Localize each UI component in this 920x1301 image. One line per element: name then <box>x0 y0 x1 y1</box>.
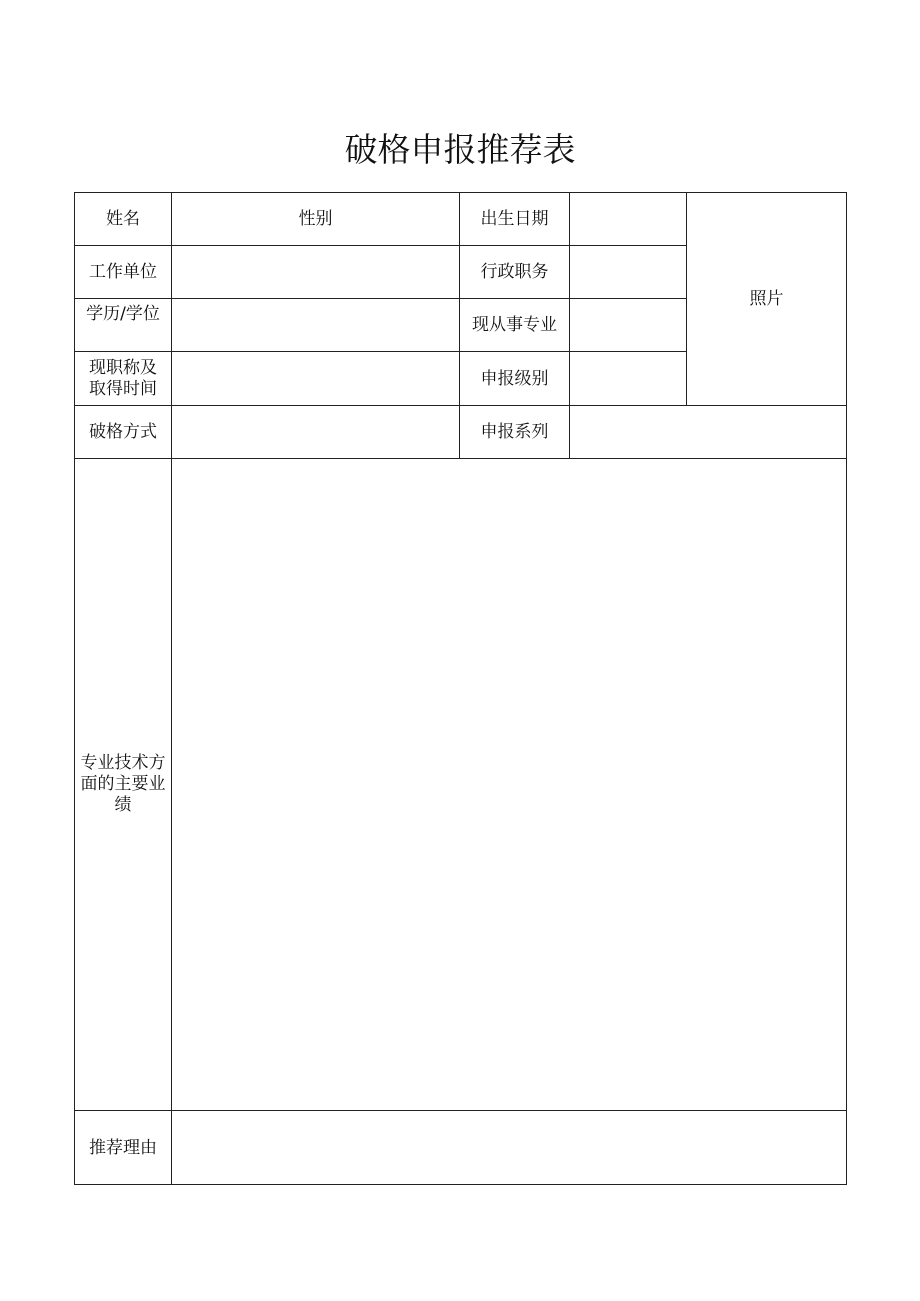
education-field[interactable] <box>172 299 460 352</box>
apply-series-label: 申报系列 <box>460 406 570 459</box>
education-label: 学历/学位 <box>75 299 172 352</box>
photo-box[interactable] <box>687 193 847 406</box>
work-unit-label: 工作单位 <box>75 246 172 299</box>
title-time-label-line1: 现职称及 <box>89 357 157 378</box>
page-title: 破格申报推荐表 <box>344 130 576 169</box>
birth-date-field[interactable] <box>570 193 687 246</box>
photo-label: 照片 <box>749 289 784 309</box>
birth-date-label: 出生日期 <box>460 193 570 246</box>
apply-series-field[interactable] <box>570 406 847 459</box>
current-specialty-label: 现从事专业 <box>460 299 570 352</box>
title-time-label-line2: 取得时间 <box>89 378 157 399</box>
apply-level-label: 申报级别 <box>460 352 570 406</box>
achievements-label-line1: 专业技术方 <box>80 753 166 773</box>
name-label: 姓名 <box>75 193 172 246</box>
current-specialty-field[interactable] <box>570 299 687 352</box>
recommendation-label: 推荐理由 <box>75 1111 172 1185</box>
work-unit-field[interactable] <box>172 246 460 299</box>
exception-method-field[interactable] <box>172 406 460 459</box>
admin-position-field[interactable] <box>570 246 687 299</box>
title-time-field[interactable] <box>172 352 460 406</box>
achievements-field[interactable] <box>172 459 847 1111</box>
exception-method-label: 破格方式 <box>75 406 172 459</box>
application-form-table <box>74 192 847 1185</box>
title-time-label-cell <box>75 352 172 406</box>
apply-level-field[interactable] <box>570 352 687 406</box>
admin-position-label: 行政职务 <box>460 246 570 299</box>
recommendation-field[interactable] <box>172 1111 847 1185</box>
achievements-label-cell <box>75 459 172 1111</box>
gender-label: 性别 <box>172 193 460 246</box>
achievements-label-line3: 绩 <box>114 795 132 815</box>
achievements-label-line2: 面的主要业 <box>80 774 166 794</box>
